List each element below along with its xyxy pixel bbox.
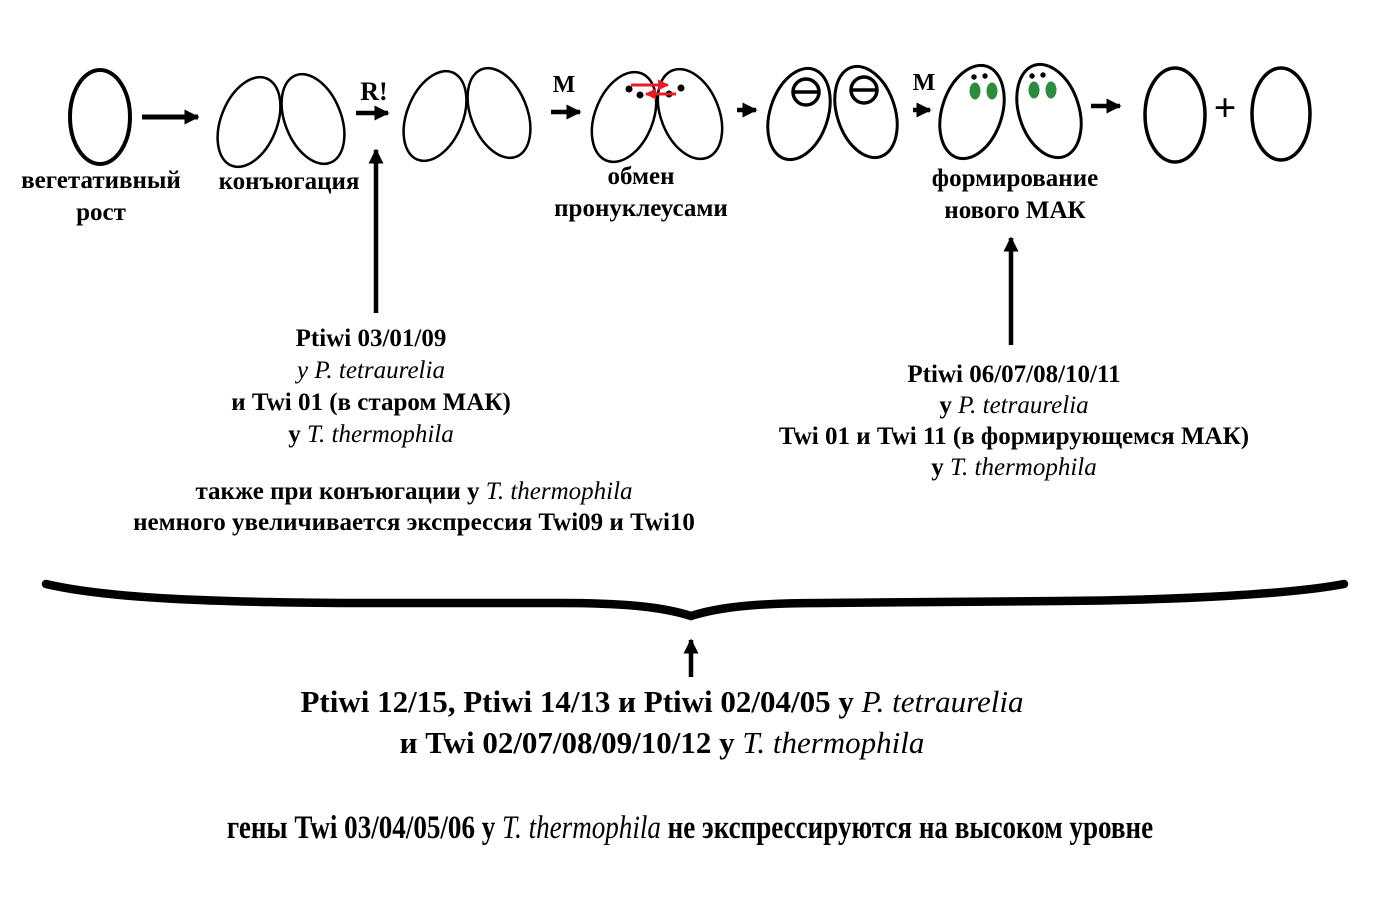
- post-meiosis-pair: [391, 59, 542, 170]
- micronucleus-dot: [971, 74, 976, 79]
- conjugation-note: [133, 476, 695, 538]
- annotation-line: Ptiwi 12/15, Ptiwi 14/13 и Ptiwi 02/04/05 у P. tetraurelia: [300, 684, 1024, 719]
- meiosis-mark-1: М: [552, 72, 576, 98]
- conjugation-label: конъюгация: [218, 168, 360, 195]
- new-mac-pair: [929, 56, 1093, 167]
- meiosis-mark-2: М: [912, 70, 936, 96]
- annotation-line: Ptiwi 06/07/08/10/11: [907, 361, 1121, 388]
- micronucleus-dot: [1029, 73, 1034, 78]
- theta-nucleus-icon: [793, 79, 819, 105]
- pronucleus-dot: [637, 92, 644, 99]
- new-mac-label: формирование нового МАК: [931, 165, 1099, 224]
- new-mac-icon: [987, 83, 998, 100]
- zygotic-nucleus-pair: [757, 58, 908, 167]
- micronucleus-dot: [982, 73, 987, 78]
- pronucleus-dot: [626, 86, 633, 93]
- new-mac-icon: [970, 83, 981, 100]
- annotation-line: у T. thermophila: [931, 454, 1097, 481]
- annotation-line: у P. tetraurelia: [939, 392, 1089, 419]
- brace-under-cycle: [46, 584, 1344, 616]
- bottom-annotation-block: [300, 681, 1023, 763]
- exconjugant-cell-oval: [1145, 68, 1205, 162]
- exconjugant-cell-oval: [1252, 68, 1310, 160]
- annotation-line: также при конъюгации у T. thermophila: [195, 478, 633, 505]
- conjugation-pair: [205, 65, 356, 176]
- annotation-line: немного увеличивается экспрессия Twi09 и Twi10: [133, 509, 695, 536]
- annotation-line: и Twi 02/07/08/09/10/12 у T. thermophila: [399, 725, 925, 760]
- plus-sign: +: [1213, 85, 1237, 130]
- annotation-line: и Twi 01 (в старом МАК): [231, 389, 511, 416]
- pronucleus-dot: [678, 85, 685, 92]
- annotation-line: у P. tetraurelia: [297, 357, 445, 384]
- pronuclei-exchange-pair: [580, 60, 735, 172]
- right-annotation-block: [779, 359, 1249, 483]
- annotation-line: у T. thermophila: [288, 421, 454, 448]
- new-mac-icon: [1029, 82, 1040, 99]
- r-mark-label: R!: [360, 77, 388, 106]
- left-annotation-block: [231, 323, 511, 451]
- vegetative-growth-label: вегетативный рост: [21, 167, 181, 226]
- new-mac-icon: [1046, 82, 1057, 99]
- micronucleus-dot: [1040, 72, 1045, 77]
- annotation-line: Twi 01 и Twi 11 (в формирующемся МАК): [778, 423, 1250, 450]
- theta-nucleus-icon: [851, 77, 877, 103]
- vegetative-cell-oval: [70, 70, 130, 164]
- low-expression-note: гены Twi 03/04/05/06 у T. thermophila не экспрессируются на высоком уровне: [226, 810, 1154, 846]
- annotation-line: Ptiwi 03/01/09: [295, 325, 447, 352]
- pronuclei-exchange-label: обмен пронуклеусами: [554, 163, 728, 222]
